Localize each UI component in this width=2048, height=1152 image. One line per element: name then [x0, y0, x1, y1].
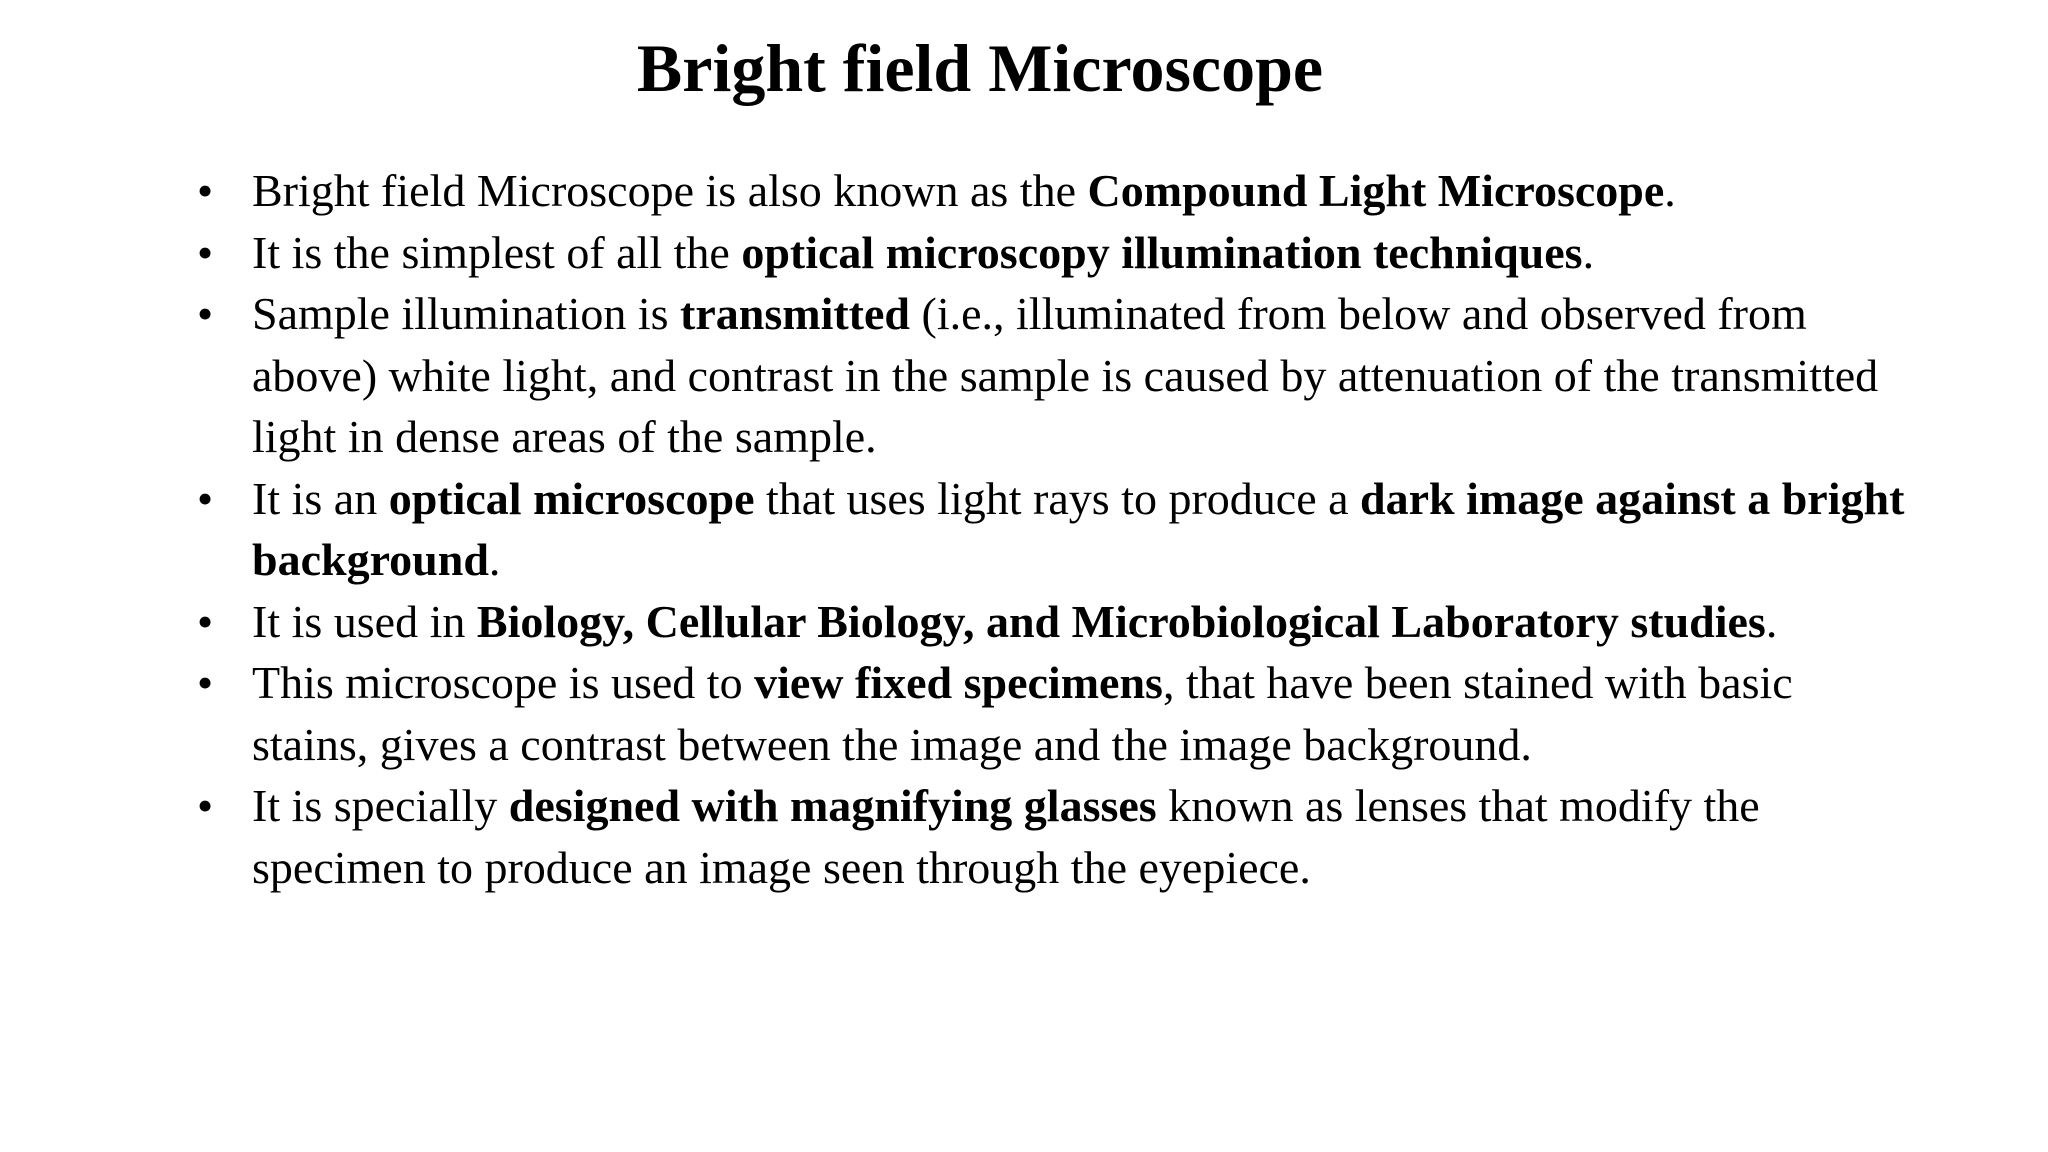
bullet-text-normal: It is an: [252, 472, 389, 524]
bullet-text-normal: It is the simplest of all the: [252, 226, 742, 278]
list-item: [190, 283, 1910, 468]
list-item: [190, 160, 1910, 222]
bullet-text-bold: transmitted: [680, 288, 911, 339]
bullet-text-bold: view fixed specimens: [754, 657, 1163, 708]
bullet-text-normal: (i.e., illuminated from below and observed from above) white light, and contrast in the sample is caused by attenuation of the transmitted light in dense areas of the sample.: [252, 288, 1879, 462]
bullet-text-normal: , that have been stained with basic stains, gives a contrast between the image and the image background.: [252, 657, 1793, 770]
list-item: [190, 222, 1910, 284]
bullet-text-bold: optical microscopy illumination techniques: [741, 226, 1583, 278]
bullet-text-bold: dark image against a bright background: [252, 472, 1905, 585]
list-item: [190, 468, 1910, 591]
bullet-text-bold: Biology, Cellular Biology, and Microbiological Laboratory studies: [476, 595, 1766, 647]
bullet-text-normal: .: [1664, 165, 1676, 216]
bullet-text-normal: Bright field Microscope is also known as the: [252, 165, 1088, 216]
bullet-text-normal: .: [1765, 595, 1778, 647]
bullet-list: [190, 160, 1910, 898]
bullet-text-normal: that uses light rays to produce a: [754, 472, 1361, 524]
bullet-text-bold: optical microscope: [388, 472, 755, 524]
bullet-text-normal: Sample illumination is: [252, 288, 681, 339]
bullet-text-normal: It is specially: [252, 780, 509, 831]
slide-title: Bright field Microscope: [636, 30, 1324, 106]
bullet-text-normal: .: [488, 534, 501, 585]
bullet-text-bold: Compound Light Microscope: [1087, 165, 1665, 216]
list-item: [190, 652, 1910, 775]
bullet-text-normal: known as lenses that modify the specimen to produce an image seen through the eyepiece.: [252, 780, 1760, 893]
bullet-text-normal: This microscope is used to: [252, 657, 755, 708]
list-item: [190, 591, 1910, 653]
bullet-icon: •: [196, 595, 214, 647]
bullet-icon: •: [196, 165, 214, 216]
bullet-text-normal: .: [1582, 226, 1595, 278]
bullet-text-normal: It is used in: [252, 595, 477, 647]
bullet-icon: •: [196, 226, 214, 278]
list-item: [190, 775, 1910, 898]
bullet-icon: •: [196, 657, 214, 708]
bullet-text-bold: designed with magnifying glasses: [508, 780, 1157, 831]
bullet-icon: •: [196, 780, 214, 831]
bullet-icon: •: [196, 288, 214, 339]
bullet-icon: •: [196, 472, 214, 524]
